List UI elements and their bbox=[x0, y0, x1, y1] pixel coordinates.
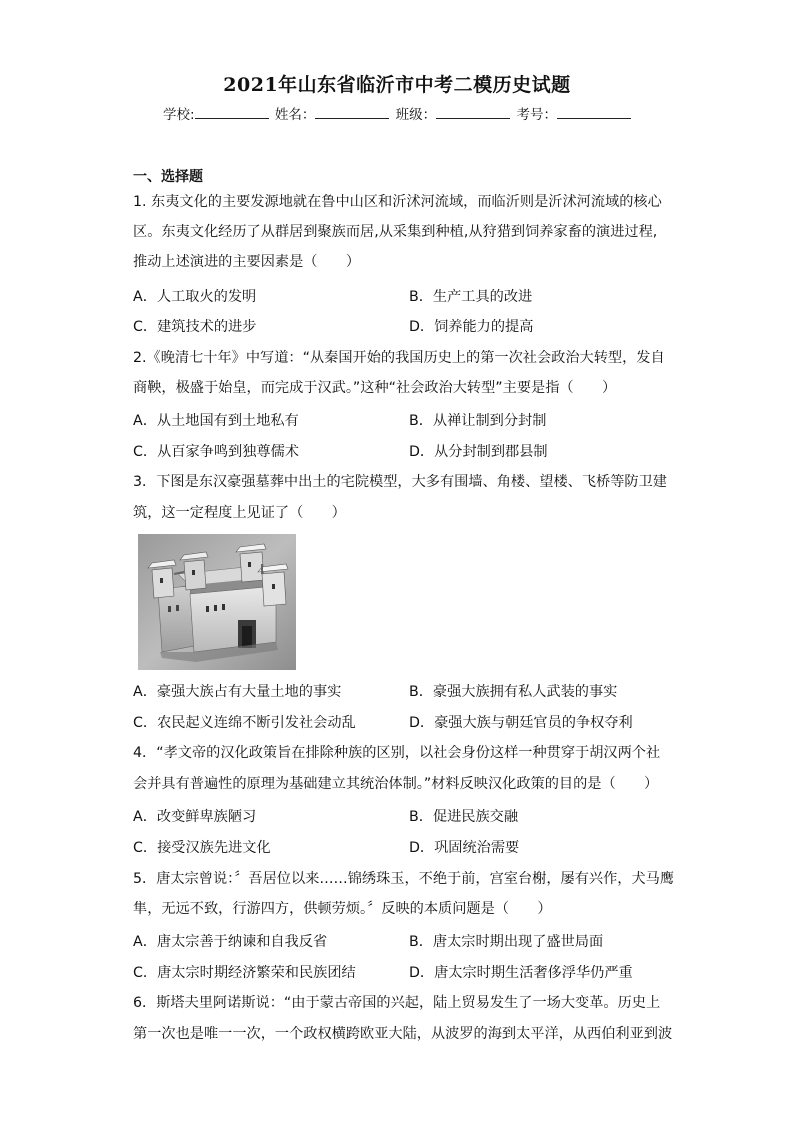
question-1-line-3: 推动上述演进的主要因素是（ ） bbox=[133, 254, 361, 270]
question-1-option-c[interactable]: C．建筑技术的进步 bbox=[133, 319, 257, 335]
question-3-line-1: 3．下图是东汉豪强墓葬中出土的宅院模型，大多有围墙、角楼、望楼、飞桥等防卫建 bbox=[133, 474, 667, 490]
question-3-option-d[interactable]: D．豪强大族与朝廷官员的争权夺利 bbox=[409, 715, 633, 731]
school-blank[interactable] bbox=[195, 104, 269, 119]
question-1-line-1: 1. 东夷文化的主要发源地就在鲁中山区和沂沭河流域，而临沂则是沂沭河流域的核心 bbox=[133, 194, 662, 210]
question-2-line-2: 商鞅，极盛于始皇，而完成于汉武。”这种“社会政治大转型”主要是指（ ） bbox=[133, 380, 617, 396]
fortified-courtyard-model-icon bbox=[138, 534, 296, 670]
question-5-option-d[interactable]: D．唐太宗时期生活奢侈浮华仍严重 bbox=[409, 965, 633, 981]
question-1-option-b[interactable]: B．生产工具的改进 bbox=[409, 289, 533, 305]
question-4-line-2: 会并具有普遍性的原理为基础建立其统治体制。”材料反映汉化政策的目的是（ ） bbox=[133, 776, 659, 792]
fortified-courtyard-model-image bbox=[138, 534, 296, 670]
section-title: 一、选择题 bbox=[133, 169, 203, 185]
question-5-line-1: 5．唐太宗曾说：〞吾居位以来……锦绣珠玉，不绝于前，宫室台榭，屡有兴作，犬马鹰 bbox=[133, 871, 675, 887]
question-6-line-1: 6．斯塔夫里阿诺斯说：“由于蒙古帝国的兴起，陆上贸易发生了一场大变革。历史上 bbox=[133, 995, 661, 1011]
question-3-option-c[interactable]: C．农民起义连绵不断引发社会动乱 bbox=[133, 715, 356, 731]
question-3-option-a[interactable]: A．豪强大族占有大量土地的事实 bbox=[133, 684, 342, 700]
question-4-option-a[interactable]: A．改变鲜卑族陋习 bbox=[133, 809, 257, 825]
question-4-option-c[interactable]: C．接受汉族先进文化 bbox=[133, 840, 271, 856]
exam-no-label: 考号： bbox=[516, 107, 557, 123]
question-4-option-d[interactable]: D．巩固统治需要 bbox=[409, 840, 520, 856]
question-1-option-a[interactable]: A．人工取火的发明 bbox=[133, 289, 257, 305]
school-label: 学校: bbox=[163, 107, 195, 123]
question-1-line-2: 区。东夷文化经历了从群居到聚族而居,从采集到种植,从狩猎到饲养家畜的演进过程, bbox=[133, 224, 658, 240]
class-label: 班级： bbox=[395, 107, 437, 123]
question-6-line-2: 第一次也是唯一一次，一个政权横跨欧亚大陆，从波罗的海到太平洋，从西伯利亚到波 bbox=[133, 1026, 673, 1042]
question-5-option-a[interactable]: A．唐太宗善于纳谏和自我反省 bbox=[133, 934, 328, 950]
question-1-option-d[interactable]: D．饲养能力的提高 bbox=[409, 319, 534, 335]
exam-no-blank[interactable] bbox=[557, 104, 631, 119]
question-4-option-b[interactable]: B．促进民族交融 bbox=[409, 809, 519, 825]
question-5-option-c[interactable]: C．唐太宗时期经济繁荣和民族团结 bbox=[133, 965, 356, 981]
question-2-option-c[interactable]: C．从百家争鸣到独尊儒术 bbox=[133, 444, 299, 460]
question-2-option-d[interactable]: D．从分封制到郡县制 bbox=[409, 444, 548, 460]
question-5-option-b[interactable]: B．唐太宗时期出现了盛世局面 bbox=[409, 934, 604, 950]
question-2-option-b[interactable]: B．从禅让制到分封制 bbox=[409, 413, 547, 429]
question-2-option-a[interactable]: A．从土地国有到土地私有 bbox=[133, 413, 299, 429]
page-title: 2021年山东省临沂市中考二模历史试题 bbox=[223, 74, 571, 96]
class-blank[interactable] bbox=[436, 104, 510, 119]
question-5-line-2: 隼，无远不致，行游四方，供顿劳烦。〞反映的本质问题是（ ） bbox=[133, 901, 552, 917]
name-label: 姓名： bbox=[274, 107, 316, 123]
question-4-line-1: 4．“孝文帝的汉化政策旨在排除种族的区别，以社会身份这样一种贯穿于胡汉两个社 bbox=[133, 745, 661, 761]
question-3-option-b[interactable]: B．豪强大族拥有私人武装的事实 bbox=[409, 684, 618, 700]
question-3-line-2: 筑，这一定程度上见证了（ ） bbox=[133, 505, 346, 521]
name-blank[interactable] bbox=[315, 104, 389, 119]
student-info-row bbox=[163, 103, 633, 123]
question-2-line-1: 2.《晚清七十年》中写道：“从秦国开始的我国历史上的第一次社会政治大转型，发自 bbox=[133, 350, 665, 366]
